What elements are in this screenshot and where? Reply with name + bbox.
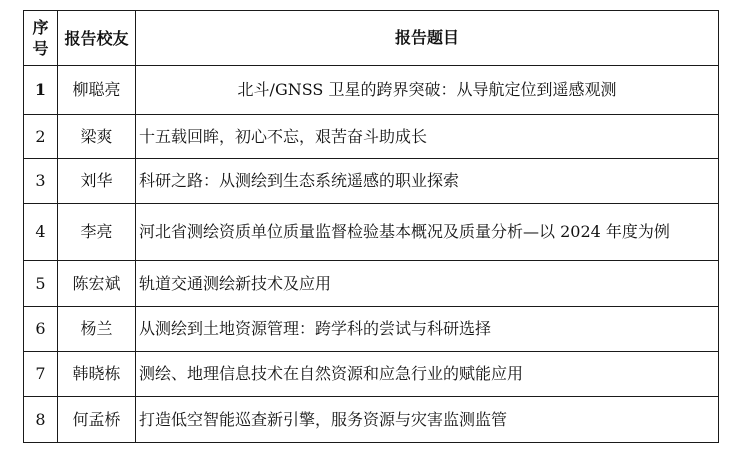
row-topic: 轨道交通测绘新技术及应用	[136, 261, 719, 307]
table-row	[24, 115, 719, 159]
row-index: 4	[24, 204, 58, 261]
row-index: 1	[24, 66, 58, 115]
row-topic: 十五载回眸，初心不忘，艰苦奋斗助成长	[136, 115, 719, 159]
row-index: 2	[24, 115, 58, 159]
table-row	[24, 261, 719, 307]
header-speaker: 报告校友	[58, 11, 136, 66]
row-index: 6	[24, 307, 58, 352]
row-topic: 测绘、地理信息技术在自然资源和应急行业的赋能应用	[136, 352, 719, 397]
table-row	[24, 204, 719, 261]
table-row	[24, 66, 719, 115]
row-speaker: 杨兰	[58, 307, 136, 352]
row-speaker: 李亮	[58, 204, 136, 261]
alumni-talks-table	[23, 10, 719, 443]
row-index: 8	[24, 397, 58, 443]
header-topic: 报告题目	[136, 11, 719, 66]
row-index: 5	[24, 261, 58, 307]
table-row	[24, 397, 719, 443]
row-speaker: 陈宏斌	[58, 261, 136, 307]
header-index: 序号	[24, 11, 58, 66]
table-row	[24, 159, 719, 204]
row-speaker: 柳聪亮	[58, 66, 136, 115]
row-speaker: 刘华	[58, 159, 136, 204]
table-row	[24, 352, 719, 397]
row-index: 7	[24, 352, 58, 397]
table-row	[24, 307, 719, 352]
row-topic: 科研之路：从测绘到生态系统遥感的职业探索	[136, 159, 719, 204]
table-header-row	[24, 11, 719, 66]
row-speaker: 韩晓栋	[58, 352, 136, 397]
row-topic: 河北省测绘资质单位质量监督检验基本概况及质量分析—以 2024 年度为例	[136, 204, 719, 261]
row-speaker: 何孟桥	[58, 397, 136, 443]
row-topic: 北斗/GNSS 卫星的跨界突破：从导航定位到遥感观测	[136, 66, 719, 115]
row-topic: 从测绘到土地资源管理：跨学科的尝试与科研选择	[136, 307, 719, 352]
row-topic: 打造低空智能巡查新引擎，服务资源与灾害监测监管	[136, 397, 719, 443]
row-speaker: 梁爽	[58, 115, 136, 159]
row-index: 3	[24, 159, 58, 204]
